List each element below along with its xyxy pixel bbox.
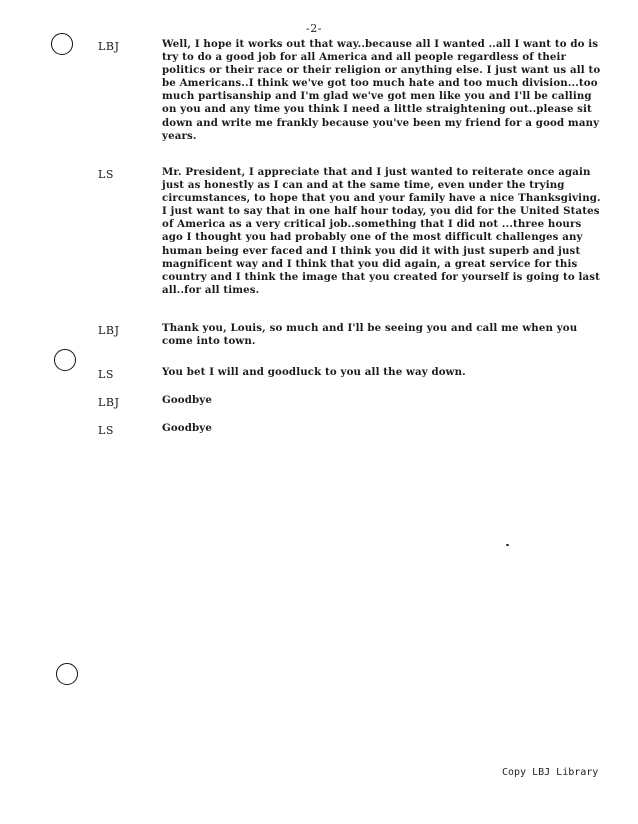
page-number: -2- [306,22,322,35]
punch-hole-icon [54,349,76,371]
speaker-label: LS [98,168,115,181]
speech-text: You bet I will and goodluck to you all the way down. [162,366,466,378]
speaker-label: LBJ [98,396,120,409]
speech-text: Goodbye [162,394,212,406]
speaker-label: LS [98,424,115,437]
speech-text: Goodbye [162,422,212,434]
speech-text: Thank you, Louis, so much and I'll be seeing you and call me when you come into town. [162,322,578,348]
punch-hole-icon [56,663,78,685]
speech-text: Mr. President, I appreciate that and I just wanted to reiterate once again just as honestly as I can and at the same time, even under the trying circumstances, to hope that you and your family have a nice Thanksgiving. I just want to say that in one half hour today, you did for the United States of America as a very critical job..something that I did not ...three hours ago I thought you had probably one of the most difficult challenges any human being ever faced and I think you did it with just superb and just magnificent way and I think that you did again, a great service for this country and I think the image that you created for yourself is going to last all..for all times. [162,166,601,296]
punch-hole-icon [51,33,73,55]
speaker-label: LBJ [98,324,120,337]
stray-ink-mark [506,544,509,546]
library-copy-footer: Copy LBJ Library [502,767,599,778]
speaker-label: LS [98,368,115,381]
speaker-label: LBJ [98,40,120,53]
speech-text: Well, I hope it works out that way..because all I wanted ..all I want to do is try to do a good job for all America and all people regardless of their politics or their race or their religion or anything else. I just want us all to be Americans..I think we've got too much hate and too much division...too much partisanship and I'm glad we've got men like you and I'll be calling on you and any time you think I need a little straightening out..please sit down and write me frankly because you've been my friend for a good many years. [162,38,601,142]
